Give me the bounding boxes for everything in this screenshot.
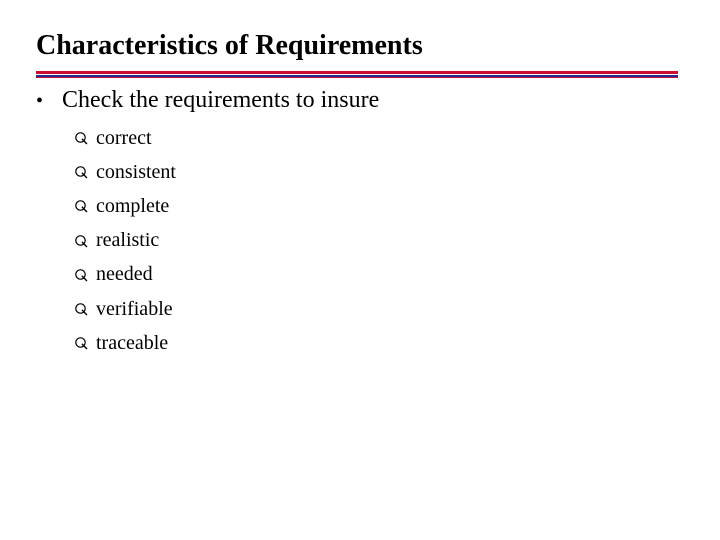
sub-bullet-text: realistic [96,229,160,252]
q-bullet-icon [74,268,88,282]
bullet-dot-icon: • [36,90,44,112]
main-bullet [36,86,379,115]
sub-bullet-item [74,189,176,223]
sub-bullet-text: needed [96,263,153,286]
sub-bullet-item [74,258,176,292]
title-underline-red-bottom [36,77,678,78]
q-bullet-icon [74,234,88,248]
q-bullet-icon [74,131,88,145]
slide-title: Characteristics of Requirements [36,30,423,61]
q-bullet-icon [74,199,88,213]
sub-bullet-item [74,326,176,360]
sub-bullet-text: verifiable [96,297,173,320]
sub-bullet-item [74,121,176,155]
sub-bullet-text: consistent [96,160,176,183]
q-bullet-icon [74,302,88,316]
q-bullet-icon [74,336,88,350]
sub-bullet-item [74,292,176,326]
sub-bullet-text: complete [96,194,170,217]
sub-bullet-list [74,121,176,360]
main-bullet-text: Check the requirements to insure [62,87,380,113]
sub-bullet-text: traceable [96,331,169,354]
q-bullet-icon [74,165,88,179]
sub-bullet-item [74,224,176,258]
sub-bullet-item [74,155,176,189]
sub-bullet-text: correct [96,126,152,149]
